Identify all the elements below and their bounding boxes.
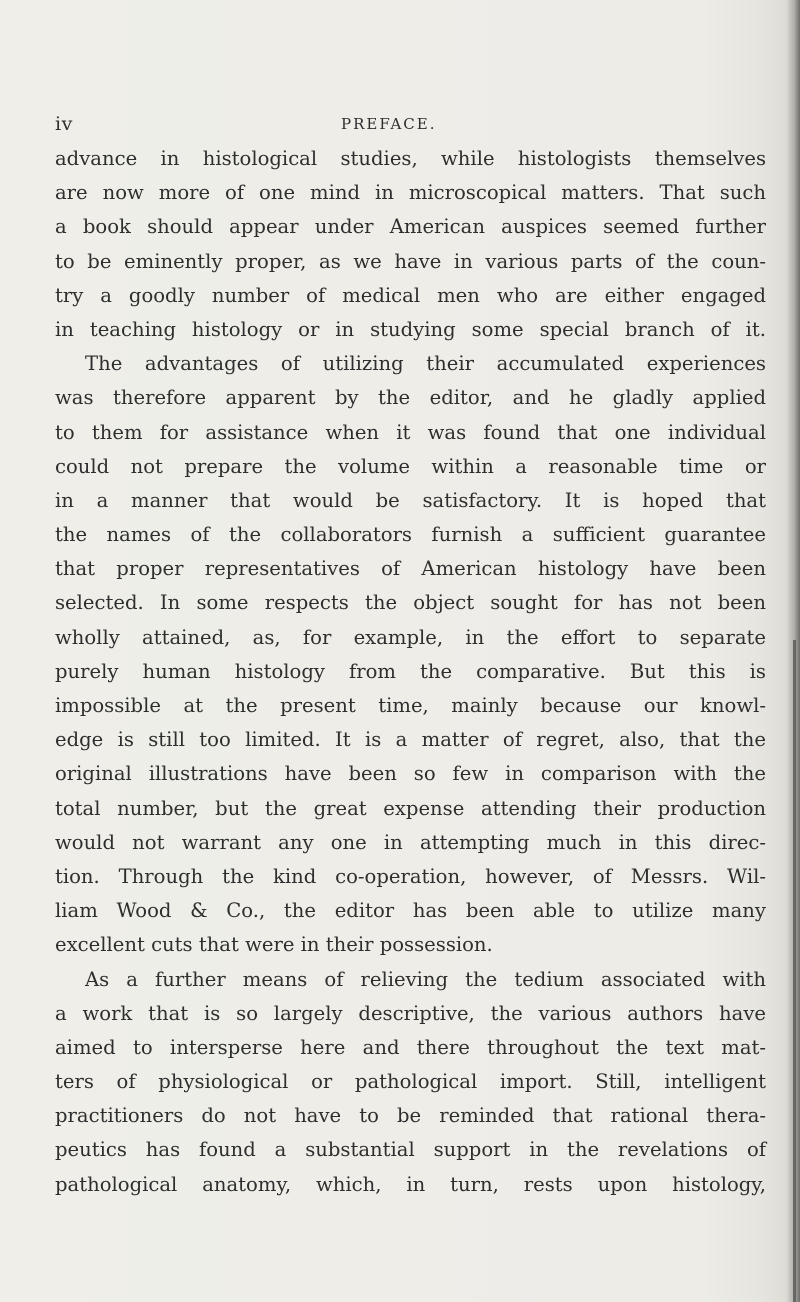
text-line: are now more of one mind in microscopical matters. That such [55, 181, 766, 205]
text-line: practitioners do not have to be reminded that rational thera- [55, 1104, 766, 1128]
text-line: would not warrant any one in attempting much in this direc- [55, 830, 766, 854]
text-line: impossible at the present time, mainly because our knowl- [55, 694, 766, 717]
text-line: the names of the collaborators furnish a sufficient guarantee [55, 523, 766, 547]
text-line: wholly attained, as, for example, in the effort to separate [55, 625, 766, 649]
text-line: a book should appear under American auspices seemed further [55, 215, 766, 239]
text-line: try a goodly number of medical men who are either engaged [55, 283, 766, 307]
page-number: iv [55, 113, 73, 135]
text-line: in a manner that would be satisfactory. It is hoped that [55, 488, 766, 512]
text-line: purely human histology from the comparative. But this is [55, 659, 766, 683]
text-line: The advantages of utilizing their accumulated experiences [85, 352, 766, 376]
text-line: was therefore apparent by the editor, and he gladly applied [55, 386, 766, 410]
text-line: in teaching histology or in studying some special branch of it. [55, 317, 766, 341]
text-line: liam Wood & Co., the editor has been able to utilize many [55, 899, 766, 923]
text-line: As a further means of relieving the tedium associated with [85, 967, 766, 991]
text-line: original illustrations have been so few in comparison with the [55, 762, 766, 786]
text-line: total number, but the great expense attending their production [55, 796, 766, 820]
text-line: selected. In some respects the object sought for has not been [55, 591, 766, 615]
text-line: pathological anatomy, which, in turn, rests upon histology, [55, 1172, 766, 1196]
text-line: peutics has found a substantial support in the revelations of [55, 1138, 766, 1162]
text-line: to them for assistance when it was found that one individual [55, 420, 766, 444]
text-line: advance in histological studies, while histologists themselves [55, 147, 766, 170]
running-head: PREFACE. [341, 115, 437, 133]
text-line: excellent cuts that were in their possession. [55, 933, 493, 957]
text-line: edge is still too limited. It is a matter of regret, also, that the [55, 728, 766, 752]
text-line: a work that is so largely descriptive, the various authors have [55, 1001, 766, 1025]
text-line: ters of physiological or pathological import. Still, intelligent [55, 1070, 766, 1094]
text-line: aimed to intersperse here and there throughout the text mat- [55, 1035, 766, 1059]
text-line: tion. Through the kind co-operation, however, of Messrs. Wil- [55, 864, 766, 888]
text-line: to be eminently proper, as we have in various parts of the coun- [55, 249, 766, 273]
page-header [55, 113, 755, 137]
text-line: could not prepare the volume within a reasonable time or [55, 454, 766, 478]
text-line: that proper representatives of American histology have been [55, 557, 766, 581]
page-binding-edge [793, 640, 796, 1302]
preface-body-text [55, 142, 766, 1202]
